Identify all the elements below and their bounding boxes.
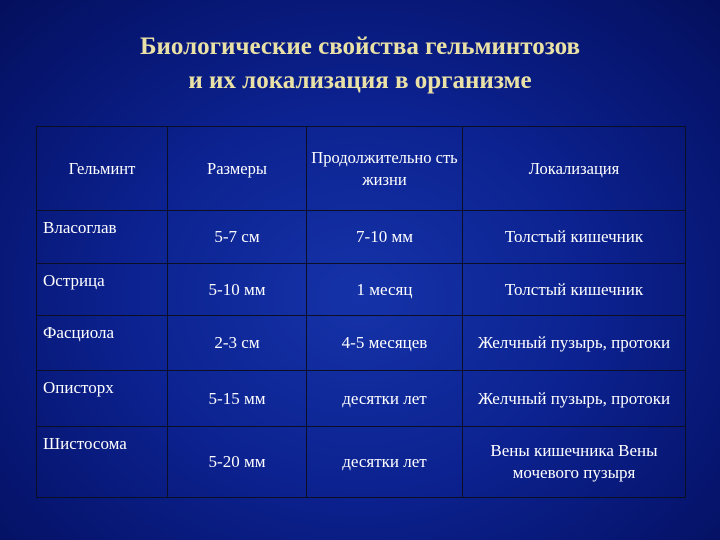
size-cell: 5-7 см	[168, 211, 307, 264]
table-row	[37, 371, 686, 427]
slide-title-line-2: и их локализация в организме	[188, 67, 532, 94]
size-cell: 5-20 мм	[168, 427, 307, 498]
table-row	[37, 316, 686, 371]
header-lifespan: Продолжительно сть жизни	[307, 127, 463, 211]
table-row	[37, 427, 686, 498]
size-cell: 5-15 мм	[168, 371, 307, 427]
helminth-name: Фасциола	[37, 316, 168, 371]
header-localization: Локализация	[463, 127, 686, 211]
size-cell: 5-10 мм	[168, 264, 307, 316]
table-row	[37, 264, 686, 316]
localization-cell: Толстый кишечник	[463, 264, 686, 316]
lifespan-cell: десятки лет	[307, 427, 463, 498]
helminth-name: Острица	[37, 264, 168, 316]
table-row	[37, 211, 686, 264]
localization-cell: Толстый кишечник	[463, 211, 686, 264]
localization-cell: Вены кишечника Вены мочевого пузыря	[463, 427, 686, 498]
lifespan-cell: 4-5 месяцев	[307, 316, 463, 371]
header-helminth: Гельминт	[37, 127, 168, 211]
lifespan-cell: десятки лет	[307, 371, 463, 427]
localization-cell: Желчный пузырь, протоки	[463, 316, 686, 371]
size-cell: 2-3 см	[168, 316, 307, 371]
lifespan-cell: 7-10 мм	[307, 211, 463, 264]
slide-title-line-1: Биологические свойства гельминтозов	[139, 33, 581, 60]
table-header-row	[37, 127, 686, 211]
helminth-name: Описторх	[37, 371, 168, 427]
slide-title	[0, 30, 720, 98]
localization-cell: Желчный пузырь, протоки	[463, 371, 686, 427]
helminth-name: Шистосома	[37, 427, 168, 498]
helminth-name: Власоглав	[37, 211, 168, 264]
helminth-table	[36, 126, 686, 498]
header-size: Размеры	[168, 127, 307, 211]
lifespan-cell: 1 месяц	[307, 264, 463, 316]
